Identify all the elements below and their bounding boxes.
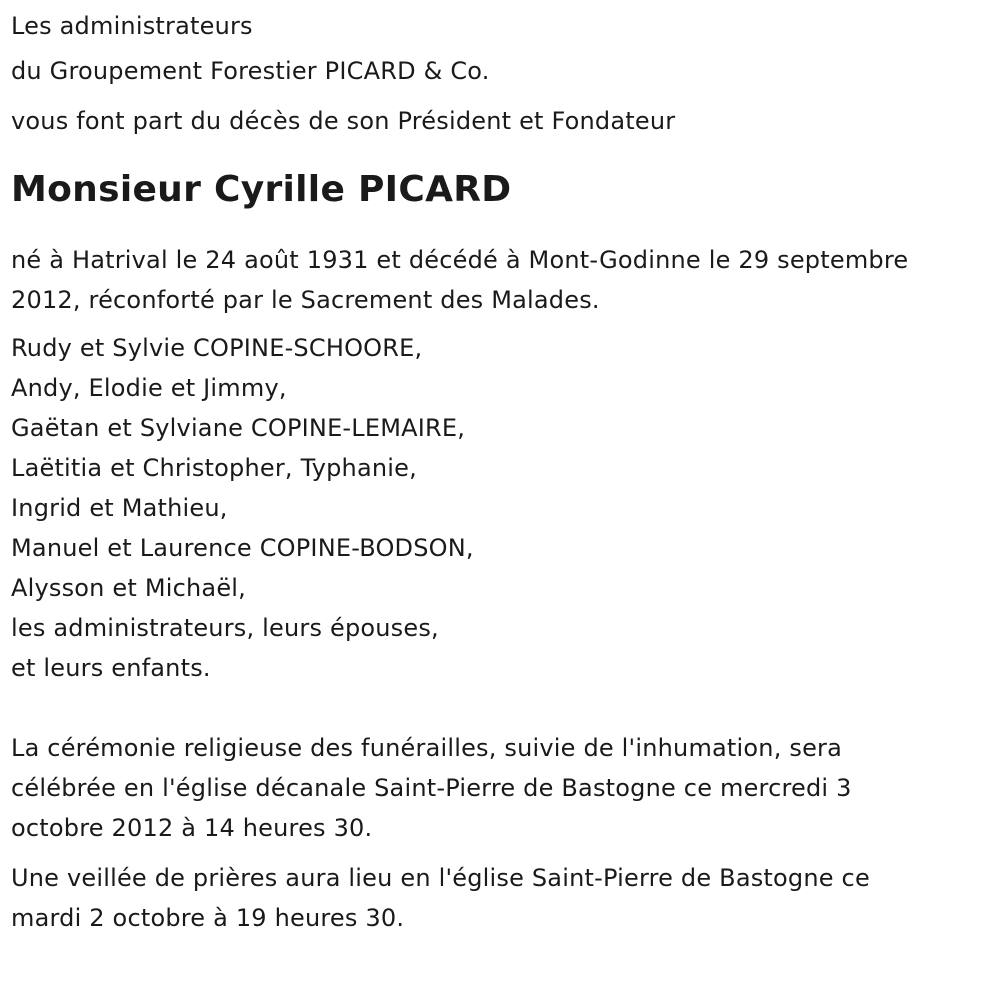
deceased-name: Monsieur Cyrille PICARD: [11, 169, 512, 210]
family-line: les administrateurs, leurs épouses,: [11, 614, 439, 642]
family-line: Andy, Elodie et Jimmy,: [11, 374, 287, 402]
family-line: Ingrid et Mathieu,: [11, 494, 228, 522]
veillee-line: Une veillée de prières aura lieu en l'église Saint-Pierre de Bastogne ce: [11, 864, 870, 892]
intro-line: vous font part du décès de son Président et Fondateur: [11, 107, 676, 135]
birth-death-line: né à Hatrival le 24 août 1931 et décédé à Mont-Godinne le 29 septembre: [11, 246, 909, 274]
family-list: [11, 328, 1000, 688]
ceremony-line: octobre 2012 à 14 heures 30.: [11, 814, 373, 842]
ceremony-line: célébrée en l'église décanale Saint-Pierre de Bastogne ce mercredi 3: [11, 774, 852, 802]
birth-death-line: 2012, réconforté par le Sacrement des Malades.: [11, 286, 600, 314]
family-line: Laëtitia et Christopher, Typhanie,: [11, 454, 417, 482]
veillee-line: mardi 2 octobre à 19 heures 30.: [11, 904, 405, 932]
ceremony-line: La cérémonie religieuse des funérailles, suivie de l'inhumation, sera: [11, 734, 843, 762]
veillee-paragraph: [11, 858, 1000, 938]
family-line: Alysson et Michaël,: [11, 574, 246, 602]
intro-line: Les administrateurs: [11, 12, 253, 40]
intro-line: du Groupement Forestier PICARD & Co.: [11, 57, 490, 85]
family-line: Manuel et Laurence COPINE-BODSON,: [11, 534, 474, 562]
ceremony-paragraph: [11, 728, 1000, 848]
intro-block: [11, 6, 1000, 146]
family-line: Rudy et Sylvie COPINE-SCHOORE,: [11, 334, 423, 362]
family-line: et leurs enfants.: [11, 654, 211, 682]
birth-death-paragraph: [11, 240, 1000, 320]
family-line: Gaëtan et Sylviane COPINE-LEMAIRE,: [11, 414, 466, 442]
